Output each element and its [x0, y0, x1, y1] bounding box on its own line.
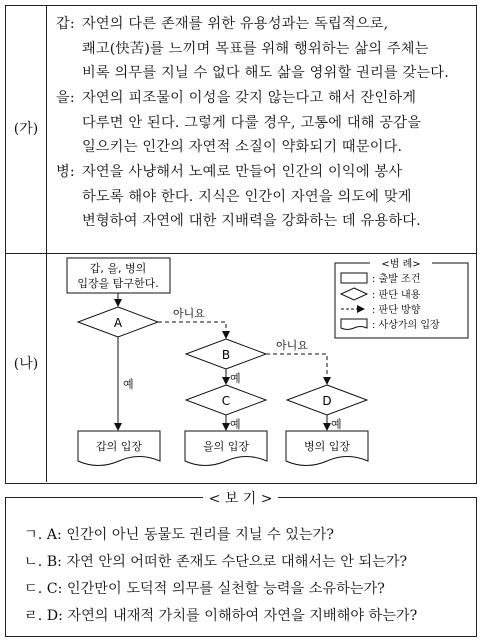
node-label-a: A	[113, 316, 123, 330]
bogi-item-4: ㄹ. D: 자연의 내재적 가치를 이해하여 자연을 지배해야 하는가?	[24, 608, 418, 624]
node-label-c: C	[221, 394, 231, 408]
section-label-na: (나)	[13, 356, 39, 372]
bogi-item-2: ㄴ. B: 자연 안의 어떠한 존재도 수단으로 대해서는 안 되는가?	[24, 554, 408, 570]
statement-eul: 을: 자연의 피조물이 이성을 갖지 않는다고 해서 잔인하게 다루면 안 된다. 그렇게 다룰 경우, 고통에 대해 공감을 일으키는 인간의 자연적 소질이 약화되기 때문이다.	[56, 86, 421, 160]
start-condition-text-2: 입장을 탐구한다.	[77, 277, 159, 290]
node-label-b: B	[221, 348, 231, 362]
flowchart	[46, 254, 476, 482]
start-condition-text-1: 갑, 을, 병의	[89, 262, 147, 275]
label-b-no: 아니요	[276, 339, 308, 352]
speaker-byeong: 병:	[56, 164, 75, 180]
bogi-item-3: ㄷ. C: 인간만이 도덕적 의무를 실천할 능력을 소유하는가?	[24, 581, 385, 597]
result-eul-text: 을의 입장	[202, 440, 250, 453]
bogi-item-1: ㄱ. A: 인간이 아닌 동물도 권리를 지닐 수 있는가?	[24, 527, 334, 543]
legend-item-direction: : 판단 방향	[372, 305, 421, 316]
arrow-a-no	[158, 322, 226, 338]
legend-item-position: : 사상가의 입장	[372, 320, 440, 331]
speaker-gap: 갑:	[56, 16, 75, 32]
legend-rect-icon	[341, 273, 367, 283]
legend-title: <범 례>	[381, 259, 421, 270]
label-b-yes: 예	[230, 372, 241, 385]
label-a-yes: 예	[123, 378, 134, 391]
speaker-eul: 을:	[56, 90, 75, 106]
bogi-title: < 보 기 >	[0, 488, 481, 508]
label-a-no: 아니요	[173, 307, 205, 320]
statement-gap: 갑: 자연의 다른 존재를 위한 유용성과는 독립적으로, 쾌고(快苦)를 느끼며 목표를 위해 행위하는 삶의 주체는 비록 의무를 지닐 수 없다 해도 삶을 영위할 권리를 갖는다.	[56, 12, 449, 86]
label-c-yes: 예	[230, 418, 241, 431]
legend-item-judgment: : 판단 내용	[372, 290, 421, 301]
statement-byeong: 병: 자연을 사냥해서 노예로 만들어 인간의 이익에 봉사 하도록 해야 한다. 지식은 인간이 자연을 의도에 맞게 변형하여 자연에 대한 지배력을 강화하는 데 유용하다.	[56, 160, 421, 234]
result-byeong-text: 병의 입장	[303, 440, 351, 453]
arrow-b-no	[266, 354, 327, 384]
label-d-yes: 예	[331, 418, 342, 431]
legend-item-start: : 출발 조건	[372, 274, 421, 285]
result-gap-text: 갑의 입장	[95, 440, 143, 453]
section-label-ga: (가)	[13, 121, 39, 137]
node-label-d: D	[322, 394, 332, 408]
